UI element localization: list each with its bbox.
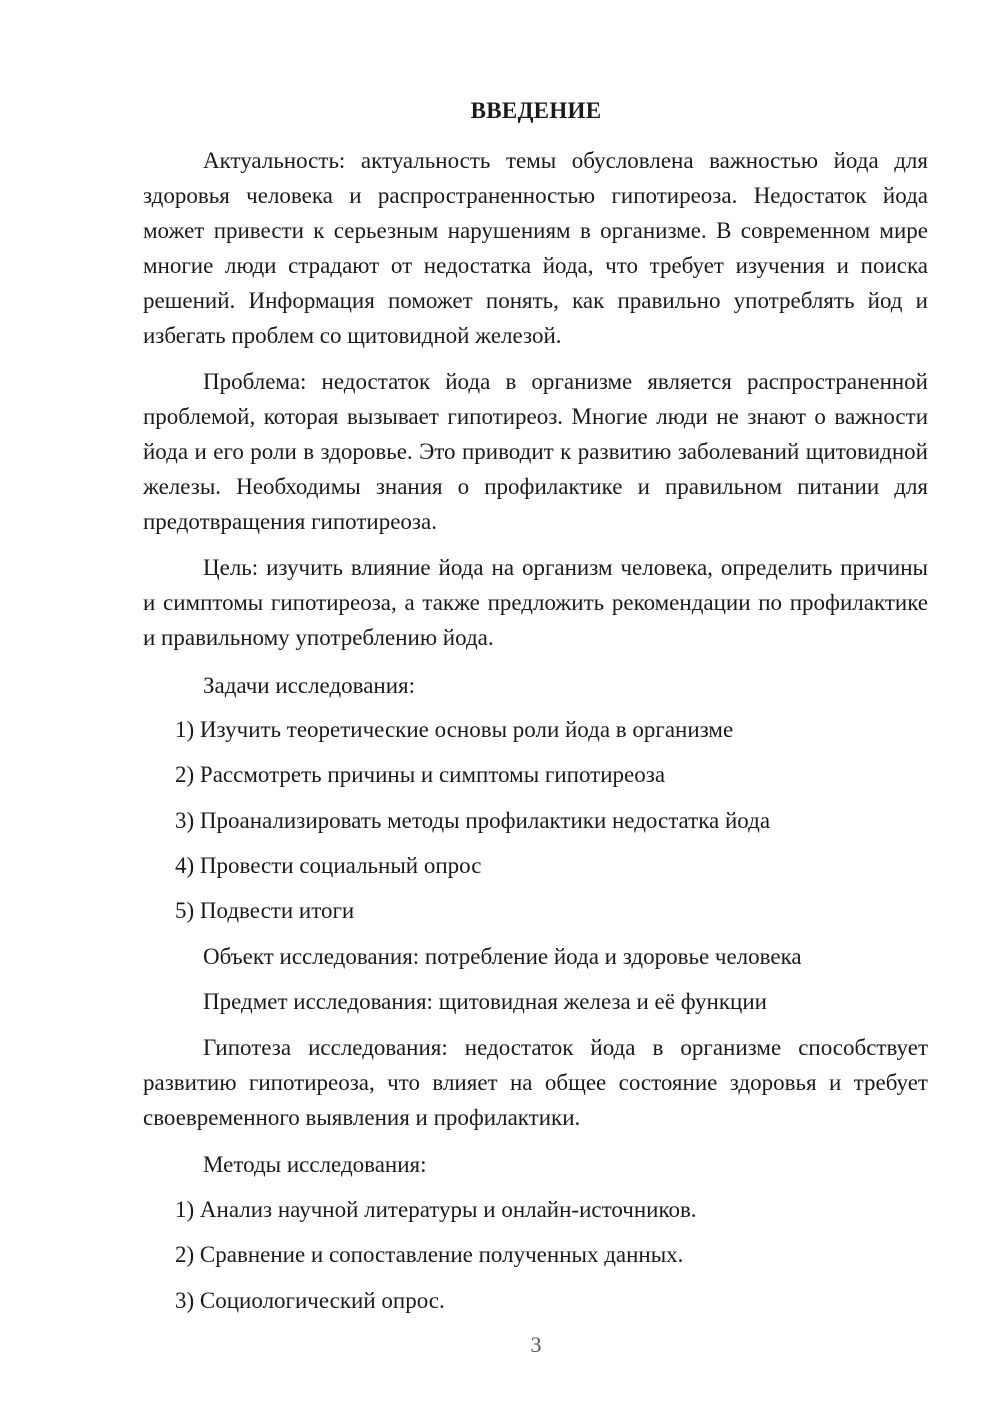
- hypothesis-paragraph: Гипотеза исследования: недостаток йода в организме способствует развитию гипотиреоза, что влияет на общее состояние здоровья и требует своевременного выявления и профилактики.: [143, 1035, 928, 1130]
- task-item: 2) Рассмотреть причины и симптомы гипотиреоза: [175, 762, 666, 787]
- page-number: 3: [530, 1332, 542, 1357]
- object-paragraph: Объект исследования: потребление йода и здоровье человека: [203, 944, 802, 969]
- method-item: 2) Сравнение и сопоставление полученных данных.: [175, 1242, 684, 1267]
- goal-paragraph: Цель: изучить влияние йода на организм человека, определить причины и симптомы гипотиреоза, а также предложить рекомендации по профилактике и правильному употреблению йода.: [143, 555, 928, 650]
- methods-heading: Методы исследования:: [203, 1152, 427, 1177]
- method-item: 1) Анализ научной литературы и онлайн-источников.: [175, 1197, 697, 1222]
- method-item: 3) Социологический опрос.: [175, 1288, 445, 1313]
- relevance-paragraph: Актуальность: актуальность темы обусловлена важностью йода для здоровья человека и распространенностью гипотиреоза. Недостаток йода может привести к серьезным нарушениям в организме. В современном мире многие люди страдают от недостатка йода, что требует изучения и поиска решений. Информация поможет понять, как правильно употреблять йод и избегать проблем со щитовидной железой.: [143, 148, 928, 348]
- task-item: 3) Проанализировать методы профилактики недостатка йода: [175, 808, 771, 833]
- problem-paragraph: Проблема: недостаток йода в организме является распространенной проблемой, которая вызывает гипотиреоз. Многие люди не знают о важности йода и его роли в здоровье. Это приводит к развитию заболеваний щитовидной железы. Необходимы знания о профилактике и правильном питании для предотвращения гипотиреоза.: [143, 369, 928, 534]
- task-item: 5) Подвести итоги: [175, 898, 355, 923]
- section-heading: ВВЕДЕНИЕ: [470, 98, 602, 123]
- task-item: 1) Изучить теоретические основы роли йода в организме: [175, 717, 734, 742]
- subject-paragraph: Предмет исследования: щитовидная железа и её функции: [203, 989, 767, 1014]
- tasks-heading: Задачи исследования:: [203, 673, 416, 698]
- task-item: 4) Провести социальный опрос: [175, 853, 482, 878]
